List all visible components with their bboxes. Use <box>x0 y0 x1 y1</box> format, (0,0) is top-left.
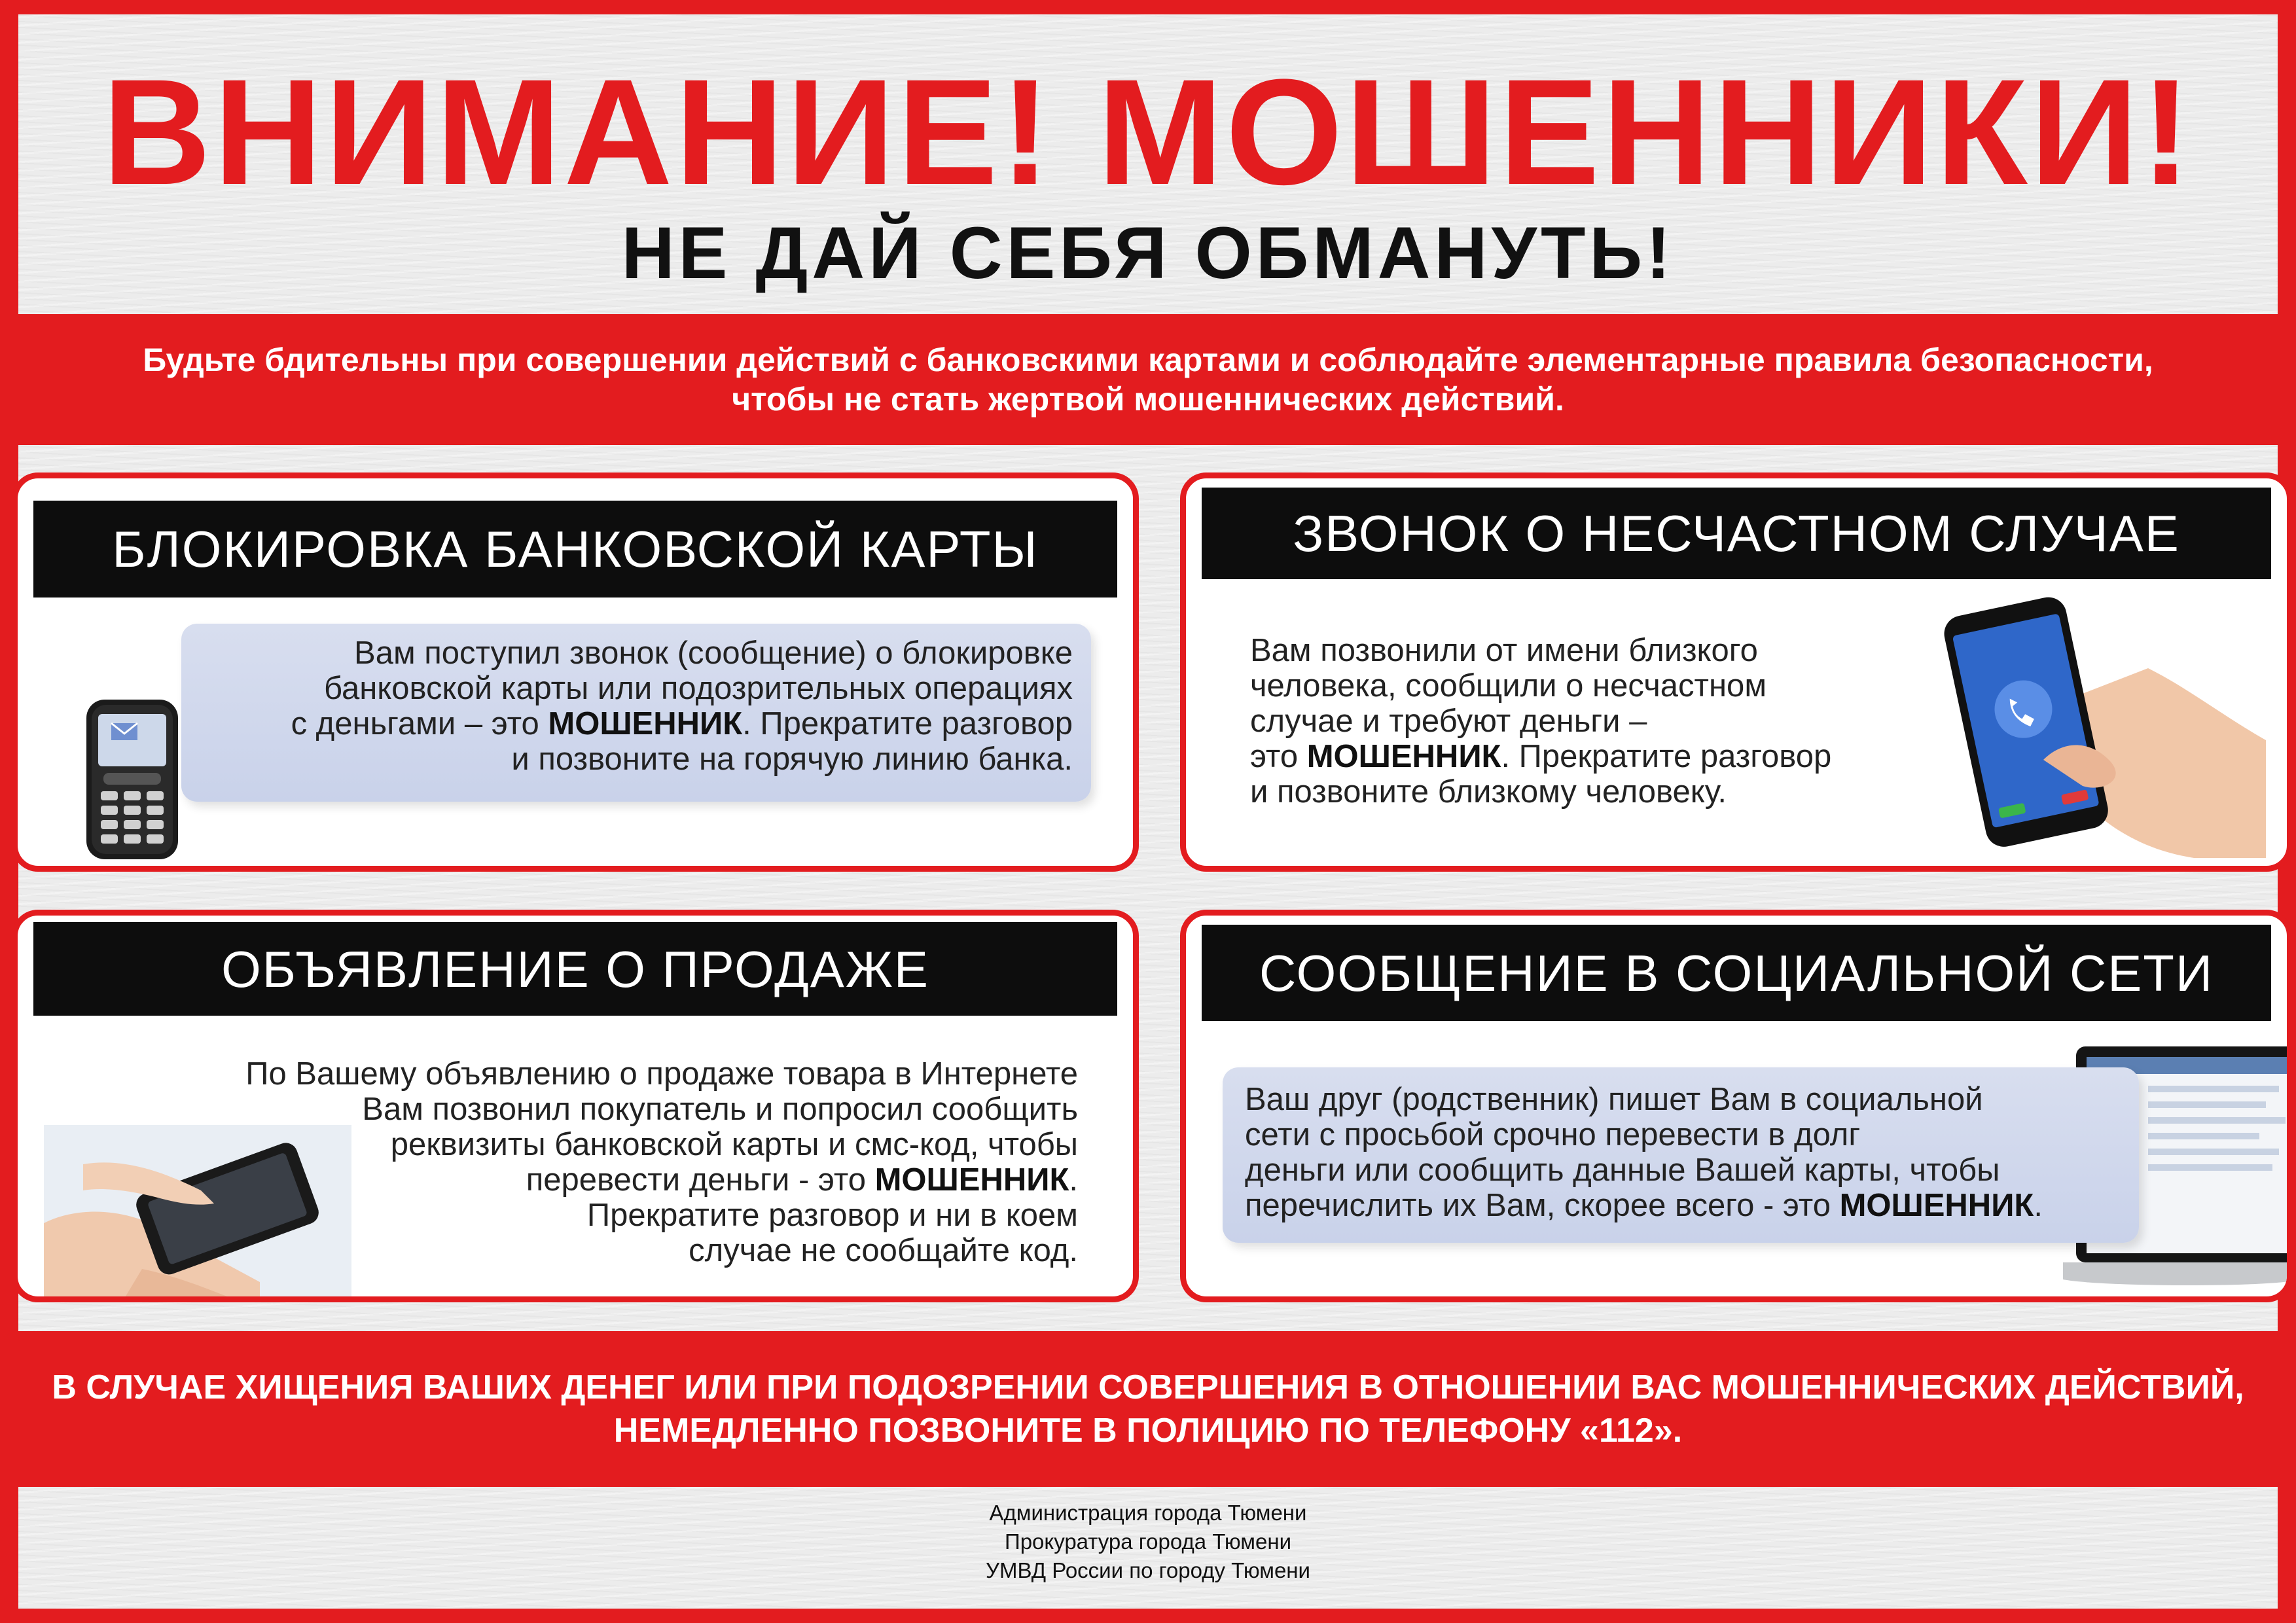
main-title: ВНИМАНИЕ! МОШЕННИКИ! <box>102 48 2194 216</box>
card-text-line: Вам позвонили от имени близкого <box>1250 633 1758 668</box>
smartphone-call-icon <box>1912 590 2266 865</box>
footer-line: УМВД России по городу Тюмени <box>986 1558 1310 1582</box>
card-text-line: случае не сообщайте код. <box>689 1233 1078 1268</box>
intro-line-1: Будьте бдительны при совершении действий с банковскими картами и соблюдайте элементарные правила безопасности, <box>143 342 2153 378</box>
card-text-line: перечислить их Вам, скорее всего - это МОШЕННИК. <box>1245 1188 2043 1223</box>
footer-line: Прокуратура города Тюмени <box>1004 1529 1292 1554</box>
card-title: ОБЪЯВЛЕНИЕ О ПРОДАЖЕ <box>33 922 1117 1016</box>
warning-line-2: НЕМЕДЛЕННО ПОЗВОНИТЕ В ПОЛИЦИЮ ПО ТЕЛЕФОНУ «112». <box>613 1412 1683 1450</box>
card-social-message <box>1180 910 2293 1302</box>
card-text-line: это МОШЕННИК. Прекратите разговор <box>1250 739 1832 774</box>
fraud-word: МОШЕННИК <box>548 706 743 741</box>
card-text <box>1250 633 1970 810</box>
card-text-line: реквизиты банковской карты и смс-код, чтобы <box>390 1127 1078 1162</box>
warning-banner <box>0 1331 2296 1487</box>
card-text-line: банковской карты или подозрительных операциях <box>324 671 1073 706</box>
card-accident-call <box>1180 473 2293 872</box>
intro-banner <box>0 314 2296 445</box>
card-text-line: и позвоните на горячую линию банка. <box>511 741 1073 777</box>
card-text <box>181 635 1073 777</box>
card-text-line: перевести деньги - это МОШЕННИК. <box>526 1162 1078 1198</box>
card-title: СООБЩЕНИЕ В СОЦИАЛЬНОЙ СЕТИ <box>1202 925 2271 1021</box>
card-title: ЗВОНОК О НЕСЧАСТНОМ СЛУЧАЕ <box>1202 488 2271 579</box>
card-card-block <box>12 473 1139 872</box>
main-subtitle: НЕ ДАЙ СЕБЯ ОБМАНУТЬ! <box>621 212 1675 294</box>
hand-smartphone-icon <box>44 1125 351 1302</box>
fraud-word: МОШЕННИК <box>1306 739 1501 774</box>
card-text <box>1245 1082 2135 1223</box>
footer <box>18 1499 2278 1585</box>
card-text-line: человека, сообщили о несчастном <box>1250 668 1767 704</box>
card-text-line: Вам поступил звонок (сообщение) о блокировке <box>354 635 1073 671</box>
card-text-line: Ваш друг (родственник) пишет Вам в социальной <box>1245 1082 1983 1117</box>
card-title: БЛОКИРОВКА БАНКОВСКОЙ КАРТЫ <box>33 501 1117 597</box>
card-text-line: с деньгами – это МОШЕННИК. Прекратите разговор <box>291 706 1073 741</box>
card-sale-ad <box>12 910 1139 1302</box>
card-text-line: и позвоните близкому человеку. <box>1250 774 1727 810</box>
card-text-line: Прекратите разговор и ни в коем <box>586 1198 1078 1233</box>
fraud-word: МОШЕННИК <box>874 1162 1069 1198</box>
feature-phone-icon <box>73 694 191 865</box>
footer-line: Администрация города Тюмени <box>989 1501 1307 1525</box>
card-text-line: По Вашему объявлению о продаже товара в Интернете <box>245 1056 1078 1092</box>
card-text-line: Вам позвонил покупатель и попросил сообщить <box>362 1092 1078 1127</box>
card-text-line: случае и требуют деньги – <box>1250 704 1647 739</box>
card-text-line: сети с просьбой срочно перевести в долг <box>1245 1117 1861 1152</box>
warning-line-1: В СЛУЧАЕ ХИЩЕНИЯ ВАШИХ ДЕНЕГ ИЛИ ПРИ ПОДОЗРЕНИИ СОВЕРШЕНИЯ В ОТНОШЕНИИ ВАС МОШЕННИЧЕСКИХ ДЕЙСТВИЙ, <box>52 1368 2244 1406</box>
card-text-line: деньги или сообщить данные Вашей карты, чтобы <box>1245 1152 2000 1188</box>
poster-body <box>18 14 2278 1609</box>
fraud-word: МОШЕННИК <box>1839 1188 2034 1223</box>
intro-line-2: чтобы не стать жертвой мошеннических действий. <box>732 381 1564 418</box>
